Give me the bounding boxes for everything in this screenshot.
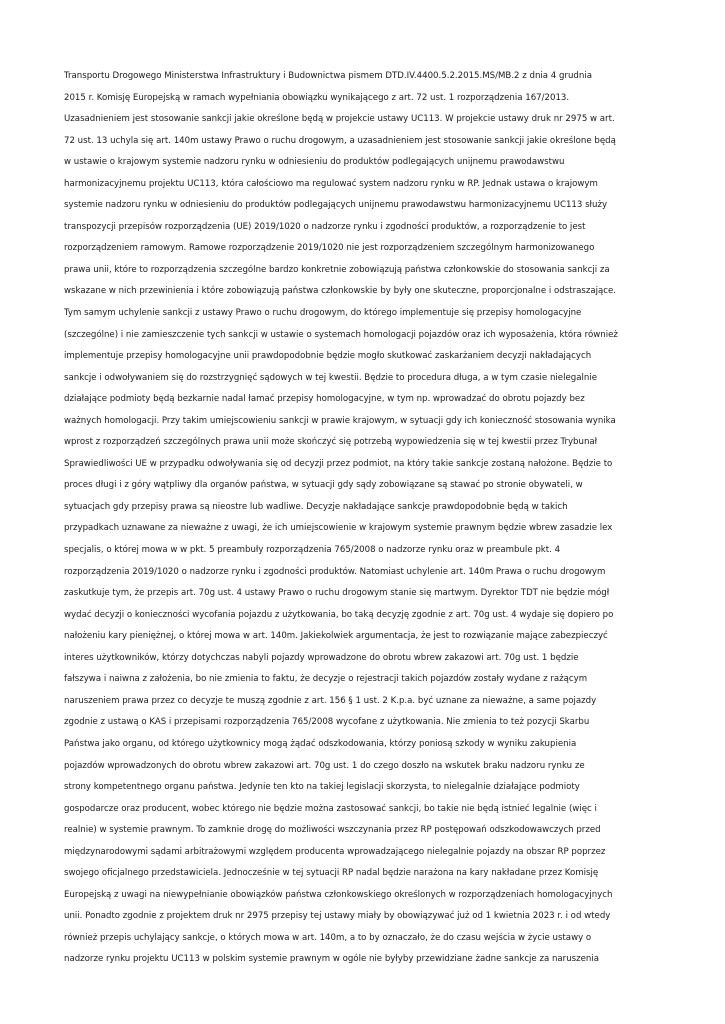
text-line: nałożeniu kary pieniężnej, o której mowa w art. 140m. Jakiekolwiek argumentacja, że jest to rozwiązanie mające zabezpieczyć bbox=[64, 631, 608, 642]
text-line: unii. Ponadto zgodnie z projektem druk nr 2975 przepisy tej ustawy miały by obowiązywać już od 1 kwietnia 2023 r. i od wtedy bbox=[64, 911, 611, 922]
text-line: Sprawiedliwości UE w przypadku odwoływania się od decyzji przez podmiot, na który takie sankcje zostaną nałożone. Będzie to bbox=[64, 458, 613, 469]
text-line: gospodarcze oraz producent, wobec którego nie będzie można zastosować sankcji, bo takie nie będą istnieć legalnie (więc i bbox=[64, 803, 597, 814]
text-line: implementuje przepisy homologacyjne unii prawdopodobnie będzie mogło skutkować zaskarżaniem decyzji nakładających bbox=[64, 351, 592, 362]
text-line: systemie nadzoru rynku w odniesieniu do produktów podlegających unijnemu prawodawstwu harmonizacyjnemu UC113 służy bbox=[64, 200, 608, 211]
text-line: wydać decyzji o konieczności wycofania pojazdu z użytkowania, bo taką decyzję zgodnie z art. 70g ust. 4 wydaje się dopiero po bbox=[64, 609, 614, 620]
text-line: 2015 r. Komisję Europejską w ramach wypełniania obowiązku wynikającego z art. 72 ust. 1 rozporządzenia 167/2013. bbox=[64, 92, 570, 103]
text-line: wskazane w nich przewinienia i które zobowiązują państwa członkowskie by były one skuteczne, proporcjonalne i odstraszające. bbox=[64, 286, 617, 297]
text-line: Transportu Drogowego Ministerstwa Infrastruktury i Budownictwa pismem DTD.IV.4400.5.2.2015.MS/MB.2 z dnia 4 grudnia bbox=[64, 71, 592, 81]
text-line: pojazdów wprowadzonych do obrotu wbrew zakazowi art. 70g ust. 1 do czego doszło na wskutek braku nadzoru rynku ze bbox=[64, 760, 585, 771]
text-line: zgodnie z ustawą o KAS i przepisami rozporządzenia 765/2008 wycofane z użytkowania. Nie zmienia to też pozycji Skarbu bbox=[64, 717, 590, 728]
text-line: zaskutkuje tym, że przepis art. 70g ust. 4 ustawy Prawo o ruchu drogowym stanie się martwym. Dyrektor TDT nie będzie mógł bbox=[64, 588, 610, 599]
text-line: rozporządzenia 2019/1020 o nadzorze rynku i zgodności produktów. Natomiast uchylenie art. 140m Prawa o ruchu drogowym bbox=[64, 566, 606, 577]
text-line: Europejską z uwagi na niewypełnianie obowiązków państwa członkowskiego określonych w rozporządzeniach homologacyjnych bbox=[64, 889, 613, 900]
text-line: 72 ust. 13 uchyla się art. 140m ustawy Prawo o ruchu drogowym, a uzasadnieniem jest stosowanie sankcji jakie określone będą bbox=[64, 135, 616, 146]
text-line: prawa unii, które to rozporządzenia szczególne bardzo konkretnie zobowiązują państwa członkowskie do stosowania sankcji za bbox=[64, 264, 610, 275]
text-line: sytuacjach gdy przepisy prawa są nieostre lub wadliwe. Decyzje nakładające sankcje prawdopodobnie będą w takich bbox=[64, 501, 568, 512]
text-line: rozporządzeniem ramowym. Ramowe rozporządzenie 2019/1020 nie jest rozporządzeniem szczególnym harmonizowanego bbox=[64, 243, 595, 254]
text-line: ważnych homologacji. Przy takim umiejscowieniu sankcji w prawie krajowym, w sytuacji gdy ich konieczność stosowania wynika bbox=[64, 415, 616, 426]
text-line: działające podmioty będą bezkarnie nadal łamać przepisy homologacyjne, w tym np. wprowadzać do obrotu pojazdy bez bbox=[64, 394, 585, 405]
text-line: specjalis, o której mowa w w pkt. 5 preambuły rozporządzenia 765/2008 o nadzorze rynku oraz w preambule pkt. 4 bbox=[64, 545, 561, 556]
text-line: wprost z rozporządzeń szczególnych prawa unii może skończyć się potrzebą wypowiedzenia się w tej kwestii przez Trybunał bbox=[64, 437, 598, 448]
text-line: harmonizacyjnemu projektu UC113, która całościowo ma regulować system nadzoru rynku w RP. Jednak ustawa o krajowym bbox=[64, 178, 598, 189]
text-line: (szczególne) i nie zamieszczenie tych sankcji w ustawie o systemach homologacji pojazdów oraz ich wyposażenia, która również bbox=[64, 329, 618, 340]
text-line: Tym samym uchylenie sankcji z ustawy Prawo o ruchu drogowym, do którego implementuje się przepisy homologacyjne bbox=[64, 308, 582, 319]
text-line: międzynarodowymi sądami arbitrażowymi względem producenta wprowadzającego nielegalnie pojazdy na obszar RP poprzez bbox=[64, 846, 606, 857]
text-line: również przepis uchylający sankcje, o których mowa w art. 140m, a to by oznaczało, że do czasu wejścia w życie ustawy o bbox=[64, 932, 592, 943]
text-line: swojego oficjalnego przedstawiciela. Jednocześnie w tej sytuacji RP nadal będzie narażona na kary nakładane przez Komisję bbox=[64, 868, 599, 879]
document-body-text bbox=[64, 66, 664, 971]
text-line: proces długi i z góry wątpliwy dla organów państwa, w sytuacji gdy sądy zobowiązane są stawać po stronie obywateli, w bbox=[64, 480, 583, 491]
text-line: Państwa jako organu, od którego użytkownicy mogą żądać odszkodowania, którzy poniosą szkody w wyniku zakupienia bbox=[64, 738, 577, 749]
text-line: nadzorze rynku projektu UC113 w polskim systemie prawnym w ogóle nie byłyby przewidziane żadne sankcje za naruszenia bbox=[64, 954, 600, 965]
text-line: w ustawie o krajowym systemie nadzoru rynku w odniesieniu do produktów podlegających unijnemu prawodawstwu bbox=[64, 157, 565, 168]
text-line: transpozycji przepisów rozporządzenia (UE) 2019/1020 o nadzorze rynku i zgodności produktów, a rozporządzenie to jest bbox=[64, 221, 586, 232]
text-line: interes użytkowników, którzy dotychczas nabyli pojazdy wprowadzone do obrotu wbrew zakazowi art. 70g ust. 1 będzie bbox=[64, 652, 579, 663]
text-line: naruszeniem prawa przez co decyzje te muszą zgodnie z art. 156 § 1 ust. 2 K.p.a. być uznane za nieważne, a same pojazdy bbox=[64, 695, 597, 706]
text-line: strony kompetentnego organu państwa. Jedynie ten kto na takiej legislacji skorzysta, to nielegalnie działające podmioty bbox=[64, 782, 580, 793]
text-line: sankcje i odwoływaniem się do rozstrzygnięć sądowych w tej kwestii. Będzie to procedura długa, a w tym czasie nielegalnie bbox=[64, 372, 597, 383]
text-line: Uzasadnieniem jest stosowanie sankcji jakie określone będą w projekcie ustawy UC113. W projekcie ustawy druk nr 2975 w art. bbox=[64, 114, 615, 125]
text-line: fałszywa i naiwna z założenia, bo nie zmienia to faktu, że decyzje o rejestracji takich pojazdów zostały wydane z rażącym bbox=[64, 674, 588, 685]
text-line: realnie) w systemie prawnym. To zamknie drogę do możliwości wszczynania przez RP postępowań odszkodowawczych przed bbox=[64, 825, 601, 836]
text-line: przypadkach uznawane za nieważne z uwagi, że ich umiejscowienie w krajowym systemie prawnym będzie wbrew zasadzie lex bbox=[64, 523, 613, 534]
